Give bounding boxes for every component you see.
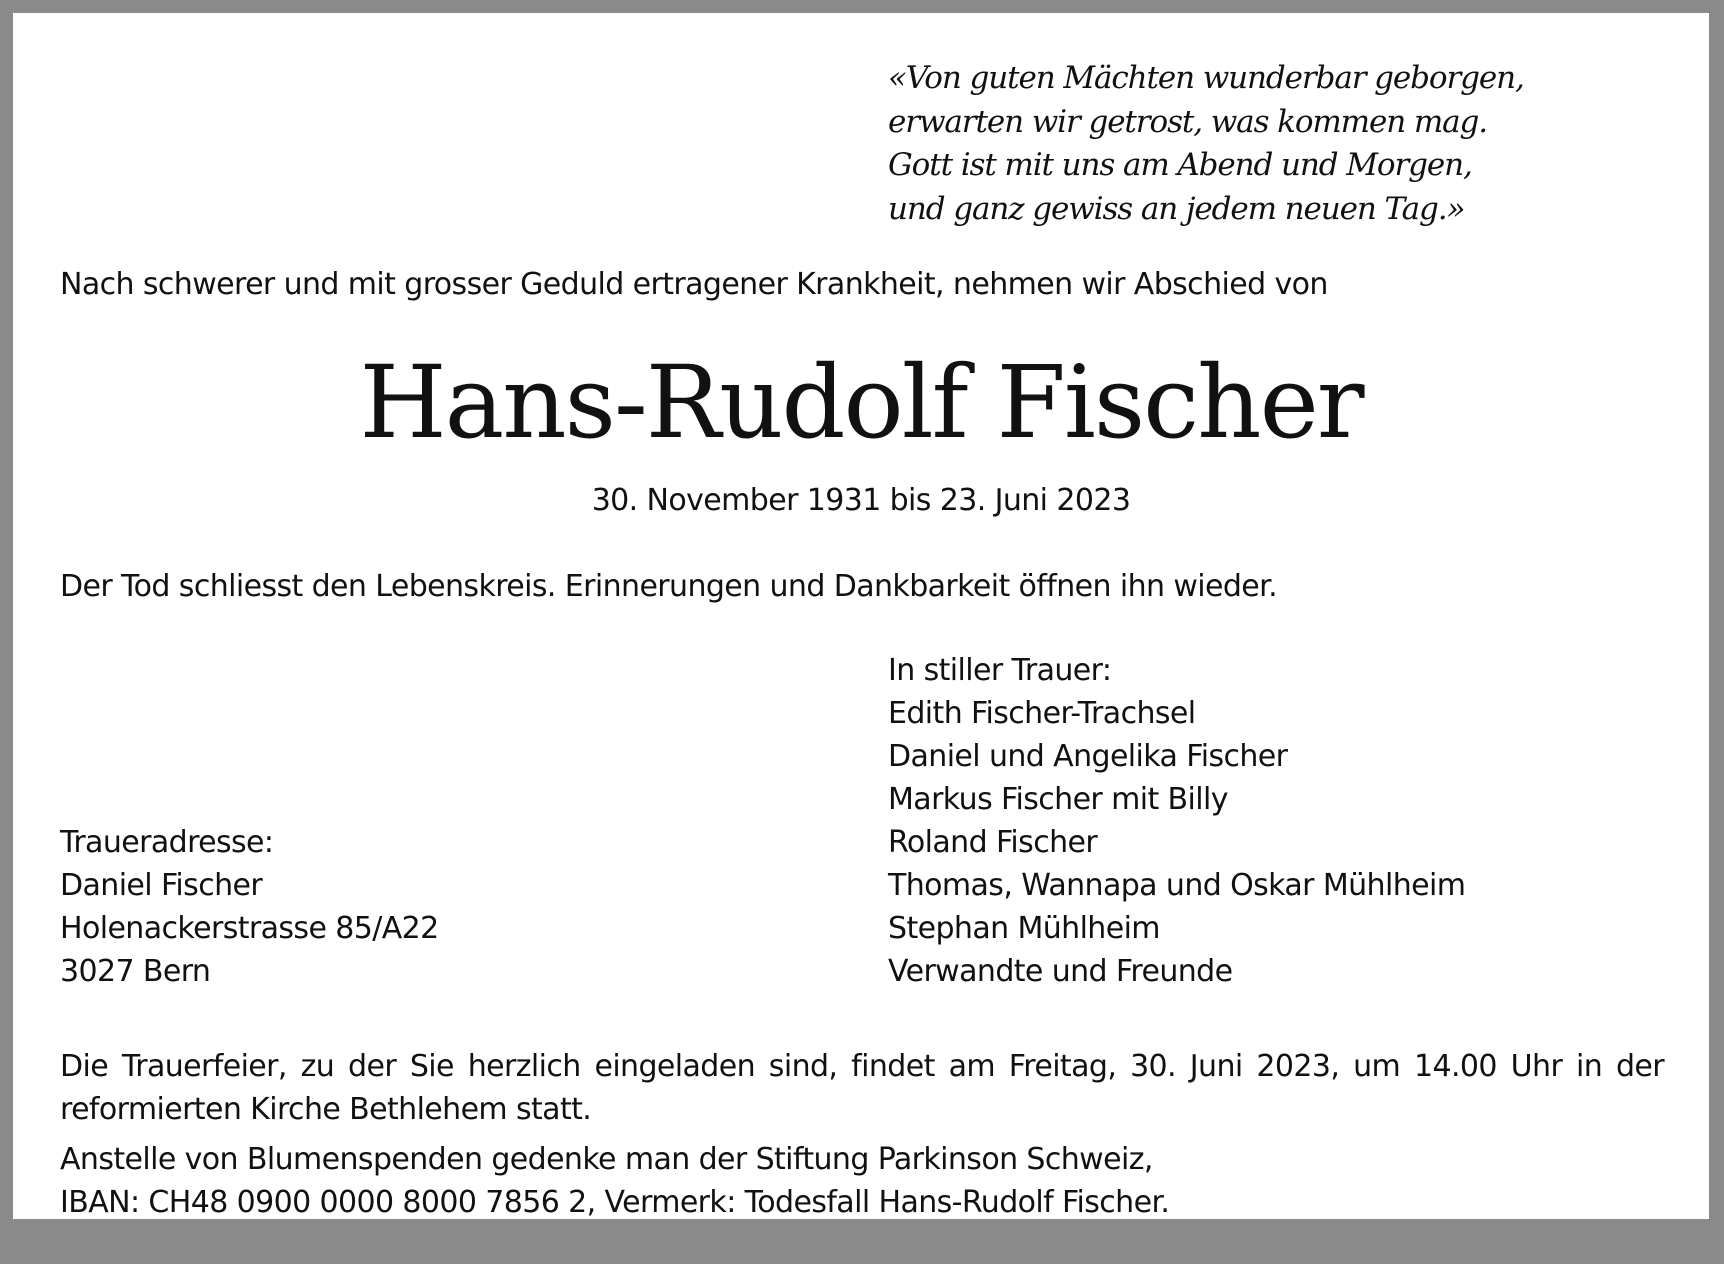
donation-line: IBAN: CH48 0900 0000 8000 7856 2, Vermerk: Todesfall Hans-Rudolf Fischer. [60, 1185, 1170, 1220]
motto-text: Der Tod schliesst den Lebenskreis. Erinnerungen und Dankbarkeit öffnen ihn wieder. [60, 569, 1278, 604]
mourners-heading: In stiller Trauer: [888, 653, 1112, 688]
quote-line: «Von guten Mächten wunderbar geborgen, [888, 60, 1524, 96]
quote-line: Gott ist mit uns am Abend und Morgen, [888, 147, 1472, 183]
donation-line: Anstelle von Blumenspenden gedenke man der Stiftung Parkinson Schweiz, [60, 1142, 1153, 1177]
address-line: Holenackerstrasse 85/A22 [60, 911, 439, 946]
quote-line: und ganz gewiss an jedem neuen Tag.» [888, 190, 1465, 227]
address-line: 3027 Bern [60, 954, 211, 989]
mourners-list [888, 649, 1465, 993]
obituary-notice [13, 13, 1709, 1219]
deceased-name: Hans-Rudolf Fischer [359, 344, 1363, 461]
mourner-name: Roland Fischer [888, 825, 1098, 860]
mourner-name: Stephan Mühlheim [888, 911, 1160, 946]
donation-note [60, 1138, 1169, 1224]
address-heading: Traueradresse: [60, 825, 274, 860]
poem-quote [888, 57, 1524, 231]
mourner-name: Edith Fischer-Trachsel [888, 696, 1196, 731]
mourner-name: Markus Fischer mit Billy [888, 782, 1228, 817]
mourner-name: Verwandte und Freunde [888, 954, 1233, 989]
funeral-service-text: Die Trauerfeier, zu der Sie herzlich eingeladen sind, findet am Freitag, 30. Juni 2023, um 14.00 Uhr in der reformierten Kirche Bethlehem statt. [60, 1049, 1664, 1127]
mourner-name: Daniel und Angelika Fischer [888, 739, 1288, 774]
mourning-address [60, 821, 439, 993]
quote-line: erwarten wir getrost, was kommen mag. [888, 103, 1488, 140]
mourner-name: Thomas, Wannapa und Oskar Mühlheim [888, 868, 1466, 903]
intro-text: Nach schwerer und mit grosser Geduld ertragener Krankheit, nehmen wir Abschied von [60, 267, 1328, 302]
life-dates: 30. November 1931 bis 23. Juni 2023 [591, 483, 1131, 518]
address-line: Daniel Fischer [60, 868, 263, 903]
